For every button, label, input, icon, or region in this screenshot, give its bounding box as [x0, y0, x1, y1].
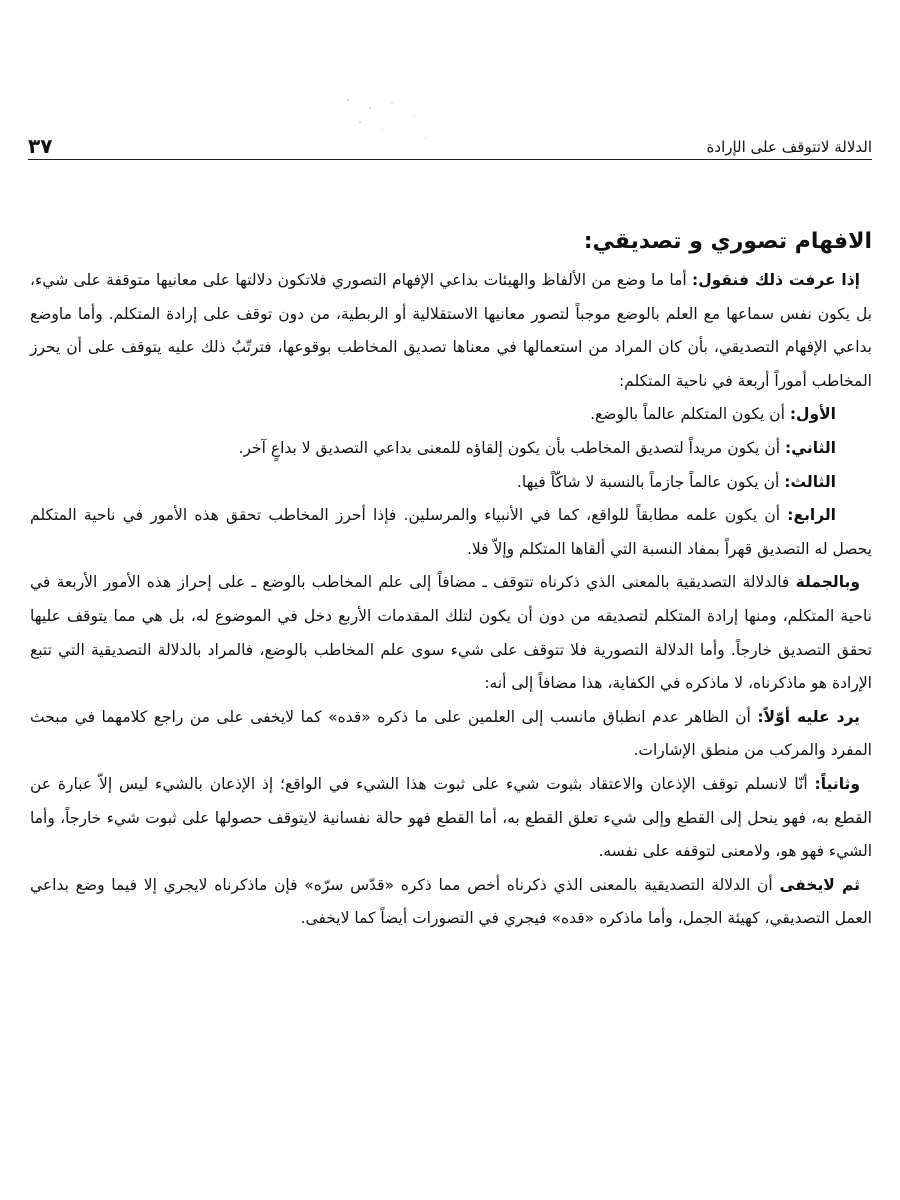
paragraph-first-condition	[30, 398, 872, 432]
section-heading: الافهام تصوري و تصديقي:	[583, 229, 872, 254]
paragraph-lead: الثالث:	[784, 472, 836, 491]
paragraph-lead: وثانياً:	[814, 774, 860, 793]
paragraph-text: أنّا لانسلم توقف الإذعان والاعتقاد بثبوت شيء على ثبوت هذا الشيء في الواقع؛ إذ الإذعان بالشيء ليس إلاّ عبارة عن القطع به، فهو ينحل إلى القطع وإلى شيء تعلق القطع به، أما القطع فهو حالة نفسانية لايتوقف حصولها على ثبوت شيء خارجاً، وأما الشيء فهو هو، ولامعنى لتوقفه على نفسه.	[30, 774, 872, 861]
paragraph-text: أن يكون المتكلم عالماً بالوضع.	[590, 405, 790, 424]
paragraph-text: أن الظاهر عدم انطباق مانسب إلى العلمين على ما ذكره «قده» كما لايخفى على من راجع كلامهما في مبحث المفرد والمركب من منطق الإشارات.	[30, 707, 872, 760]
paragraph-text: أن يكون علمه مطابقاً للواقع، كما في الأنبياء والمرسلين. فإذا أحرز المخاطب تحقق هذه الأمور في ناحية المتكلم يحصل له التصديق قهراً بمفاد النسبة التي ألقاها المتكلم وإلاّ فلا.	[30, 506, 872, 558]
paragraph-lead: وبالجملة	[795, 573, 860, 592]
paragraph-lead: إذا عرفت ذلك فنقول:	[692, 271, 860, 289]
running-header	[28, 128, 872, 160]
paragraph-intro	[30, 264, 872, 398]
paragraph-objection-second	[30, 768, 872, 869]
paragraph-text: أن الدلالة التصديقية بالمعنى الذي ذكرناه أخص مما ذكره «قدّس سرّه» فإن ماذكرناه لايجري إلا فيما وضع بداعي العمل التصديقي، كهيئة الجمل، وأما ماذكره «قده» فيجري في التصورات أيضاً كما لايخفى.	[30, 875, 872, 928]
paragraph-lead: يرد عليه أوّلاً:	[757, 707, 861, 726]
running-title: الدلالة لاتتوقف على الإرادة	[706, 138, 872, 156]
paragraph-text: فالدلالة التصديقية بالمعنى الذي ذكرناه تتوقف ـ مضافاً إلى علم المخاطب بالوضع ـ على إحراز هذه الأمور الأربعة في ناحية المتكلم، ومنها إرادة المتكلم لتصديقه من دون أن يكون لتلك المقدمات الأربع دخل في الموضوع له، بل هي مما يتوقف عليها تحقق التصديق خارجاً. وأما الدلالة التصورية فلا تتوقف على شيء سوى علم المخاطب بالوضع، فالمراد بالدلالة التصديقية التي تتبع الإرادة هو ماذكرناه، لا ماذكره في الكفاية، هذا مضافاً إلى أنه:	[30, 573, 872, 693]
paragraph-lead: الثاني:	[785, 438, 836, 457]
paragraph-text: أن يكون عالماً جازماً بالنسبة لا شاكّاً فيها.	[516, 472, 785, 491]
paragraph-summary	[30, 566, 872, 700]
page-number: ٣٧	[28, 134, 53, 158]
paragraph-conclusion	[30, 869, 872, 936]
paragraph-objection-first	[30, 701, 872, 768]
page-body	[30, 222, 872, 936]
paragraph-lead: الأول:	[789, 405, 836, 424]
paragraph-third-condition	[30, 466, 872, 500]
paragraph-fourth-condition	[30, 499, 872, 566]
paragraph-lead: الرابع:	[787, 506, 836, 525]
paragraph-text: أما ما وضع من الألفاظ والهيئات بداعي الإفهام التصوري فلاتكون دلالتها على معانيها متوقفة على شيء، بل يكون نفس سماعها مع العلم بالوضع موجباً لتصور معانيها الاستقلالية أو الربطية، من دون توقف على إرادة المتكلم. وأما ماوضع بداعي الإفهام التصديقي، بأن كان المراد من استعمالها في معناها تصديق المخاطب بوقوعها، فترتّبُ ذلك عليه يتوقف على أن يحرز المخاطب أموراً أربعة في ناحية المتكلم:	[30, 271, 872, 390]
paragraph-text: أن يكون مريداً لتصديق المخاطب بأن يكون إلقاؤه للمعنى بداعي التصديق لا بداعٍ آخر.	[238, 438, 786, 457]
paragraph-lead: ثم لايخفى	[779, 875, 860, 894]
paragraph-second-condition	[30, 432, 872, 466]
